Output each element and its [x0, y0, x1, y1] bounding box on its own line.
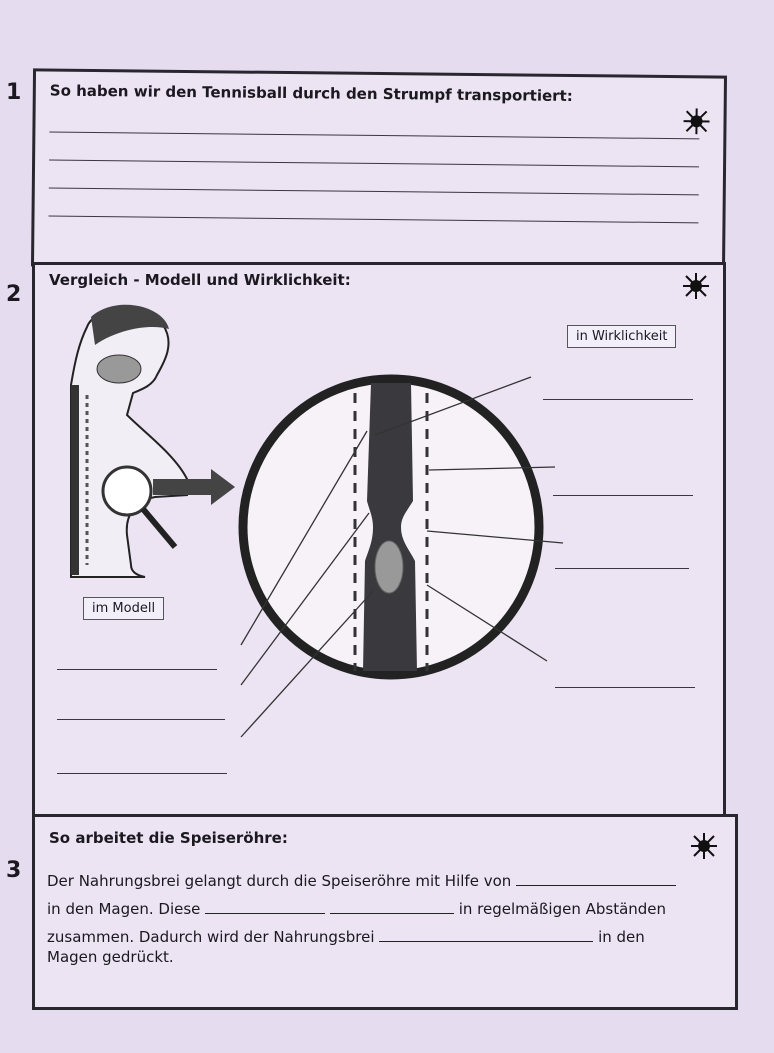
section-1-box — [31, 68, 727, 273]
section-2-title: Vergleich - Modell und Wirklichkeit: — [49, 271, 351, 289]
cloze-line-4: Magen gedrückt. — [47, 948, 174, 966]
cloze-text: in den Magen. Diese — [47, 900, 201, 918]
star-icon — [683, 108, 709, 134]
cloze-text: in den — [598, 928, 645, 946]
section-2-box — [32, 262, 726, 820]
label-answer-line[interactable] — [57, 719, 225, 720]
answer-line[interactable] — [49, 188, 699, 196]
cloze-line-1 — [47, 871, 676, 891]
cloze-text: Der Nahrungsbrei gelangt durch die Speiseröhre mit Hilfe von — [47, 872, 512, 890]
answer-line[interactable] — [49, 160, 699, 168]
cloze-blank[interactable] — [330, 899, 454, 914]
esophagus-illustration — [35, 265, 723, 817]
section-3-box — [32, 814, 738, 1010]
label-answer-line[interactable] — [555, 687, 695, 688]
cloze-text: in regelmäßigen Abständen — [458, 900, 667, 918]
section-3-title: So arbeitet die Speiseröhre: — [49, 829, 288, 847]
section-number-2: 2 — [6, 282, 22, 307]
label-answer-line[interactable] — [57, 669, 217, 670]
cloze-line-3 — [47, 927, 645, 947]
section-number-3: 3 — [6, 858, 22, 883]
cloze-blank[interactable] — [205, 899, 325, 914]
cloze-text: zusammen. Dadurch wird der Nahrungsbrei — [47, 928, 375, 946]
cloze-blank[interactable] — [516, 871, 676, 886]
cloze-blank[interactable] — [379, 927, 593, 942]
label-answer-line[interactable] — [553, 495, 693, 496]
answer-line[interactable] — [49, 216, 699, 224]
star-icon — [691, 833, 717, 859]
label-in-model: im Modell — [83, 597, 164, 620]
answer-line[interactable] — [49, 132, 699, 140]
cloze-line-2 — [47, 899, 666, 919]
label-answer-line[interactable] — [543, 399, 693, 400]
section-number-1: 1 — [6, 80, 22, 105]
label-answer-line[interactable] — [57, 773, 227, 774]
label-in-reality: in Wirklichkeit — [567, 325, 676, 348]
label-answer-line[interactable] — [555, 568, 689, 569]
section-1-title: So haben wir den Tennisball durch den Strumpf transportiert: — [49, 81, 573, 106]
